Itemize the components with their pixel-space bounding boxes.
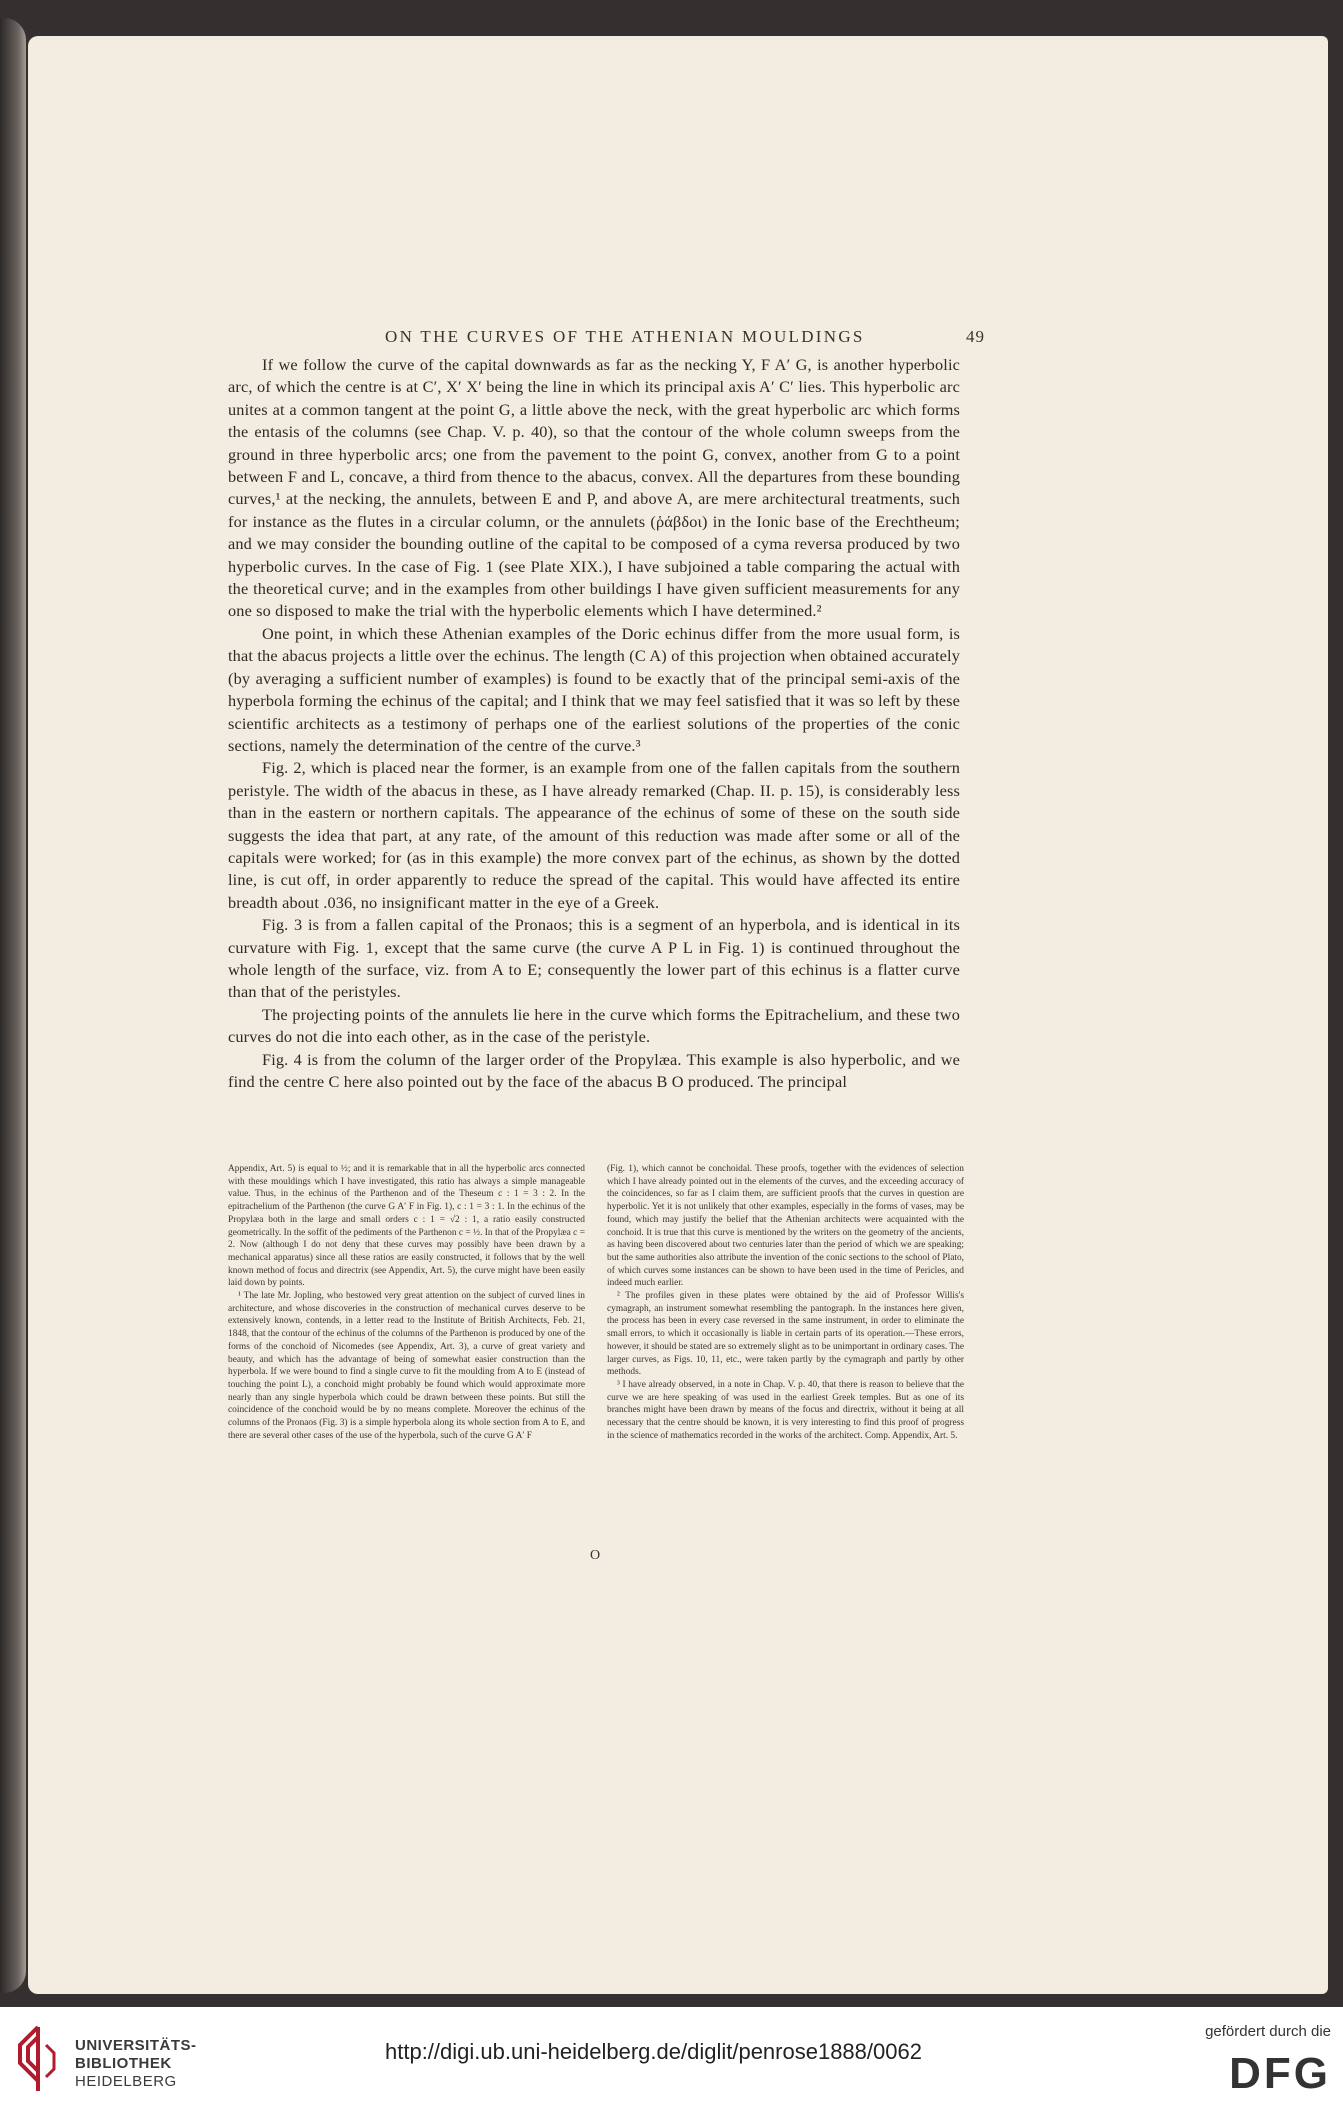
viewer-footer (0, 2007, 1343, 2110)
paragraph: Fig. 3 is from a fallen capital of the Pronaos; this is a segment of an hyperbola, and is identical in its curvature with Fig. 1, except that the same curve (the curve A P L in Fig. 1) is continued throughout the whole length of the surface, viz. from A to E; consequently the lower part of this echinus is a flatter curve than that of the peristyles. (228, 915, 960, 1002)
library-name-line: HEIDELBERG (75, 2073, 177, 2090)
library-name-line: BIBLIOTHEK (75, 2055, 172, 2072)
dfg-logo: DFG (1229, 2049, 1331, 2098)
university-library-logo-icon (16, 2023, 58, 2095)
paragraph: One point, in which these Athenian examples of the Doric echinus differ from the more usual form, is that the abacus projects a little over the echinus. The length (C A) of this projection when obtained accurately (by averaging a sufficient number of examples) is found to be exactly that of the principal semi-axis of the hyperbola forming the echinus of the capital; and I think that we may feel satisfied that it was so left by these scientific architects as a testimony of perhaps one of the earliest solutions of the properties of the conic sections, namely the determination of the centre of the curve.³ (228, 623, 960, 755)
running-header (225, 323, 985, 353)
page-number: 49 (966, 327, 985, 346)
running-title: ON THE CURVES OF THE ATHENIAN MOULDINGS (385, 327, 865, 346)
paragraph: If we follow the curve of the capital downwards as far as the necking Y, F A′ G, is another hyperbolic arc, of which the centre is at C′, X′ X′ being the line in which its principal axis A′ C′ lies. This hyperbolic arc unites at a common tangent at the point G, a little above the neck, with the great hyperbolic arc which forms the entasis of the columns (see Chap. V. p. 40), so that the contour of the whole column sweeps from the ground in three hyperbolic arcs; one from the pavement to the point G, convex, another from G to a point between F and L, concave, a third from thence to the abacus, convex. All the departures from these bounding curves,¹ at the necking, the annulets, between E and P, and above A, are mere architectural treatments, such for instance as the flutes in a circular column, or the annulets (ῥάβδοι) in the Ionic base of the Erechtheum; and we may consider the bounding outline of the capital to be composed of a cyma reversa produced by two hyperbolic curves. In the case of Fig. 1 (see Plate XIX.), I have subjoined a table comparing the actual with the theoretical curve; and in the examples from other buildings I have given sufficient measurements for any one so disposed to make the trial with the hyperbolic elements which I have determined.² (228, 355, 960, 621)
paragraph: The projecting points of the annulets lie here in the curve which forms the Epitrachelium, and these two curves do not die into each other, as in the case of the peristyle. (228, 1004, 960, 1047)
footnotes-left-column (228, 1163, 585, 1442)
funding-note: gefördert durch die (1205, 2023, 1331, 2040)
footnotes-right-column (607, 1163, 964, 1442)
footnote: ³ I have already observed, in a note in Chap. V. p. 40, that there is reason to believe that the curve we are here speaking of was used in the earliest Greek temples. But as one of its branches might have been drawn by means of the focus and directrix, without it being at all necessary that the centre should be known, it is very interesting to find this proof of progress in the science of mathematics recorded in the works of the architect. Comp. Appendix, Art. 5. (607, 1379, 964, 1441)
permalink-url[interactable]: http://digi.ub.uni-heidelberg.de/diglit/penrose1888/0062 (385, 2039, 922, 2064)
footnote: (Fig. 1), which cannot be conchoidal. These proofs, together with the evidences of selection which I have already pointed out in the elements of the curves, and the exceeding accuracy of the coincidences, so far as I claim them, are sufficient proofs that the curves in question are hyperbolic. Yet it is not unlikely that other examples, especially in the forms of vases, may be found, which may justify the belief that the Athenian architects were acquainted with the conchoid. It is true that this curve is mentioned by the writers on the geometry of the ancients, as having been discovered about two centuries later than the period of which we are speaking; but the same authorities also attribute the invention of the conic sections to the school of Plato, of which curves some instances can be shown to have been used in the time of Pericles, and indeed much earlier. (607, 1164, 964, 1289)
paragraph: Fig. 2, which is placed near the former, is an example from one of the fallen capitals from the southern peristyle. The width of the abacus in these, as I have already remarked (Chap. II. p. 15), is considerably less than in the eastern or northern capitals. The appearance of the echinus of some of these on the south side suggests the idea that part, at any rate, of the amount of this reduction was made after some or all of the capitals were worked; for (as in this example) the more convex part of the echinus, as shown by the dotted line, is cut off, in order apparently to reduce the spread of the capital. This would have affected its entire breadth about .036, no insignificant matter in the eye of a Greek. (228, 758, 960, 912)
library-name (75, 2037, 197, 2091)
footnote: ² The profiles given in these plates were obtained by the aid of Professor Willis's cymagraph, an instrument somewhat resembling the pantograph. In the instances here given, the process has been in every case reversed in the same instrument, in order to eliminate the small errors, to which it occasionally is liable in certain parts of its operation.—These errors, however, it should be stated are so extremely slight as to be unimportant in ordinary cases. The larger curves, as Figs. 10, 11, etc., were taken partly by the cymagraph and partly by other methods. (607, 1291, 964, 1378)
footnote: Appendix, Art. 5) is equal to ½; and it is remarkable that in all the hyperbolic arcs connected with these mouldings which I have investigated, this ratio has always a simple manageable value. Thus, in the echinus of the Parthenon and of the Theseum c : 1 = 3 : 2. In the epitrachelium of the Parthenon (the curve G A′ F in Fig. 1), c : 1 = 3 : 1. In the echinus of the Propylæa both in the large and small orders c : 1 = √2 : 1, a ratio easily constructed geometrically. In the soffit of the pediments of the Parthenon c = ½. In that of the Propylæa c = 2. Now (although I do not deny that these curves may possibly have been drawn by a mechanical apparatus) since all these ratios are easily constructed, it follows that by the well known method of focus and directrix (see Appendix, Art. 5), the curve might have been easily laid down by points. (228, 1164, 585, 1289)
main-text (228, 354, 960, 1093)
book-spine-edge (0, 18, 26, 1993)
footnote: ¹ The late Mr. Jopling, who bestowed very great attention on the subject of curved lines in architecture, and whose discoveries in the construction of mechanical curves deserve to be extensively known, contends, in a letter read to the Institute of British Architects, Feb. 21, 1848, that the contour of the echinus of the columns of the Parthenon is produced by one of the forms of the conchoid of Nicomedes (see Appendix, Art. 3), a curve of great variety and beauty, and which has the advantage of being of somewhat easier construction than the hyperbola. If we were bound to find a single curve to fit the moulding from A to E (instead of touching the point L), a conchoid might probably be found which would approximate more nearly than any single hyperbola which could be drawn between these points. But still the coincidence of the conchoid would be by no means complete. Moreover the echinus of the columns of the Pronaos (Fig. 3) is a simple hyperbola along its whole section from A to E, and there are several other cases of the use of the hyperbola, such of the curve G A′ F (228, 1291, 585, 1441)
library-name-line: UNIVERSITÄTS- (75, 2037, 197, 2054)
signature-mark: O (590, 1548, 601, 1563)
footnotes (228, 1163, 964, 1442)
paragraph: Fig. 4 is from the column of the larger order of the Propylæa. This example is also hyperbolic, and we find the centre C here also pointed out by the face of the abacus B O produced. The principal (228, 1049, 960, 1091)
